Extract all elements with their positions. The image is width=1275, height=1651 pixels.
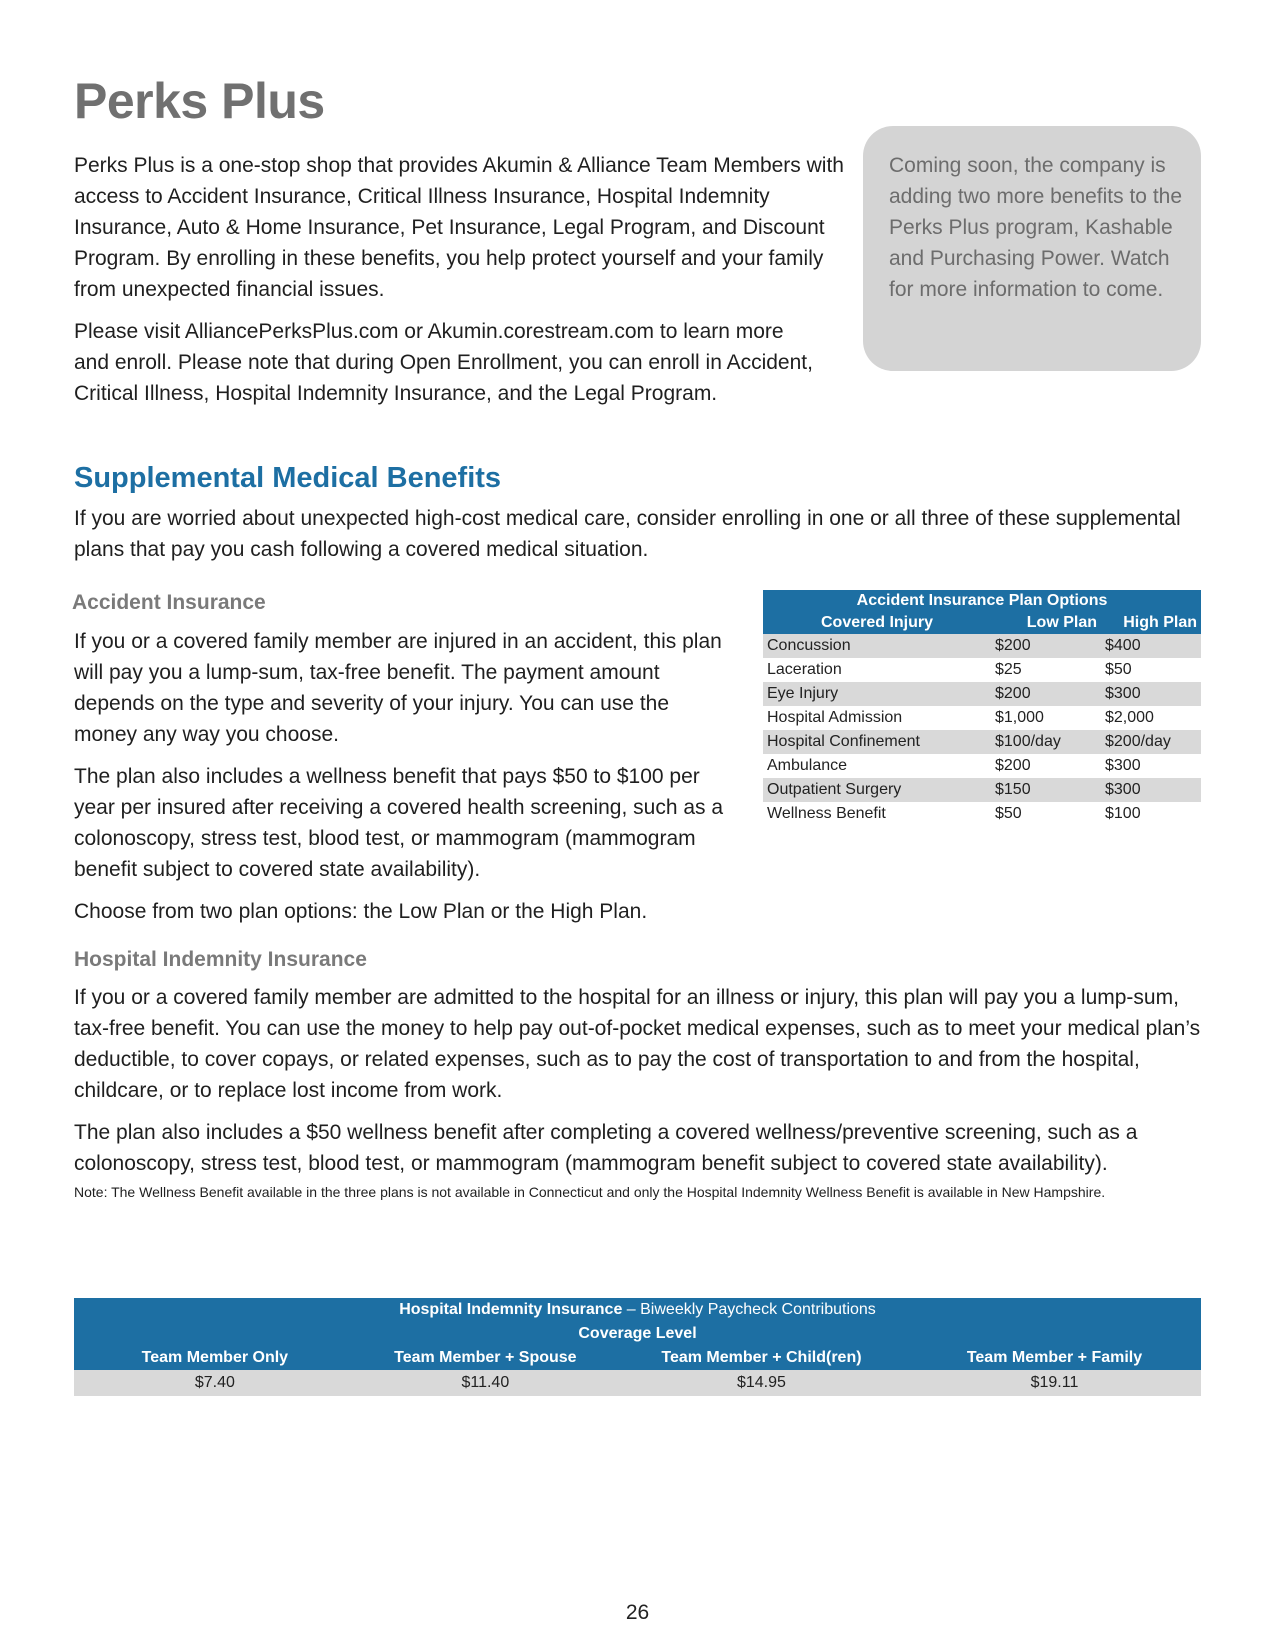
table-header-cell: Team Member + Spouse	[356, 1346, 615, 1370]
table-cell: Ambulance	[767, 757, 848, 774]
table-cell: $19.11	[908, 1370, 1201, 1396]
table-cell: Wellness Benefit	[767, 805, 886, 822]
table-row	[763, 802, 1201, 826]
hospital-paragraph-1: If you or a covered family member are admitted to the hospital for an illness or injury, this plan will pay you a lump-sum, tax-free benefit. You can use the money to help pay out-of-pocket medical expenses, such as to meet your medical plan’s deductible, to cover copays, or related expenses, such as to pay the cost of transportation to and from the hospital, childcare, or to replace lost income from work.	[74, 986, 1201, 1102]
table-row	[763, 682, 1201, 706]
table-row	[74, 1370, 1201, 1396]
table-header-cell: Team Member + Family	[908, 1346, 1201, 1370]
accident-heading: Accident Insurance	[72, 591, 266, 614]
table-cell: $2,000	[1105, 709, 1154, 726]
accident-paragraph-2: The plan also includes a wellness benefit that pays $50 to $100 per year per insured after receiving a covered health screening, such as a colonoscopy, stress test, blood test, or mammogram (mammogram benefit subject to covered state availability).	[74, 765, 724, 881]
table-row	[763, 658, 1201, 682]
table-cell: $200/day	[1101, 730, 1201, 754]
coming-soon-callout	[863, 126, 1201, 371]
accident-table-title-row	[763, 590, 1201, 612]
accident-paragraph-1: If you or a covered family member are injured in an accident, this plan will pay you a lump-sum, tax-free benefit. The payment amount depends on the type and severity of your injury. You can use the money any way you choose.	[74, 630, 722, 746]
table-cell: Outpatient Surgery	[763, 778, 991, 802]
supplemental-heading: Supplemental Medical Benefits	[74, 462, 502, 494]
intro-paragraph-2: Please visit AlliancePerksPlus.com or Akumin.corestream.com to learn more and enroll. Please note that during Open Enrollment, you can enroll in Accident, Critical Illness, Hospital Indemnity Insurance, and the Legal Program.	[74, 320, 813, 405]
intro-paragraph-1: Perks Plus is a one-stop shop that provides Akumin & Alliance Team Members with access to Accident Insurance, Critical Illness Insurance, Hospital Indemnity Insurance, Auto & Home Insurance, Pet Insurance, Legal Program, and Discount Program. By enrolling in these benefits, you help protect yourself and your family from unexpected financial issues.	[74, 154, 844, 301]
table-row	[763, 730, 1201, 754]
table-cell: $11.40	[356, 1370, 615, 1396]
hospital-heading: Hospital Indemnity Insurance	[74, 948, 367, 971]
accident-table-title: Accident Insurance Plan Options	[763, 590, 1201, 612]
table-cell: $100	[1105, 805, 1141, 822]
hospital-table-subtitle: Coverage Level	[74, 1322, 1201, 1346]
table-cell: Hospital Admission	[767, 709, 903, 726]
table-header-cell: Team Member + Child(ren)	[615, 1346, 908, 1370]
table-cell: $300	[1101, 778, 1201, 802]
page-number: 26	[625, 1601, 650, 1624]
accident-plan-table	[763, 590, 1201, 826]
table-cell: Concussion	[763, 634, 991, 658]
hospital-section	[74, 982, 1204, 1202]
table-cell: $200	[991, 682, 1101, 706]
hospital-table-title-rest: – Biweekly Paycheck Contributions	[622, 1301, 876, 1318]
table-cell: $200	[991, 634, 1101, 658]
page-title: Perks Plus	[74, 73, 325, 129]
table-header-cell: Team Member Only	[74, 1346, 356, 1370]
table-cell: $150	[991, 778, 1101, 802]
table-cell: $200	[995, 757, 1031, 774]
table-cell: $50	[995, 805, 1022, 822]
supplemental-intro: If you are worried about unexpected high-cost medical care, consider enrolling in one or all three of these supplemental plans that pay you cash following a covered medical situation.	[74, 507, 1181, 561]
table-row	[763, 634, 1201, 658]
hospital-table-subtitle-row	[74, 1322, 1201, 1346]
table-cell: $400	[1101, 634, 1201, 658]
accident-paragraph-3: Choose from two plan options: the Low Plan or the High Plan.	[74, 900, 648, 923]
table-cell: $7.40	[74, 1370, 356, 1396]
table-cell: $300	[1105, 757, 1141, 774]
accident-table-header-row	[763, 612, 1201, 634]
table-cell: $1,000	[995, 709, 1044, 726]
table-cell: $14.95	[615, 1370, 908, 1396]
wellness-note: Note: The Wellness Benefit available in the three plans is not available in Connecticut and only the Hospital Indemnity Wellness Benefit is available in New Hampshire.	[74, 1184, 1106, 1200]
intro-section	[74, 150, 864, 409]
table-cell: Eye Injury	[763, 682, 991, 706]
accident-header-high-plan: High Plan	[1101, 612, 1201, 634]
table-row	[763, 754, 1201, 778]
hospital-table-title-bold: Hospital Indemnity Insurance	[399, 1301, 623, 1318]
table-cell: $25	[995, 661, 1022, 678]
callout-text: Coming soon, the company is adding two more benefits to the Perks Plus program, Kashable and Purchasing Power. Watch for more information to come.	[889, 154, 1183, 301]
table-cell: $100/day	[991, 730, 1101, 754]
accident-header-covered-injury: Covered Injury	[763, 612, 991, 634]
accident-section	[74, 626, 724, 927]
table-row	[763, 706, 1201, 730]
hospital-table-title	[74, 1298, 1201, 1322]
hospital-table-title-row	[74, 1298, 1201, 1322]
hospital-paragraph-2: The plan also includes a $50 wellness benefit after completing a covered wellness/preventive screening, such as a colonoscopy, stress test, blood test, or mammogram (mammogram benefit subject to covered state availability).	[74, 1121, 1138, 1175]
table-cell: Laceration	[767, 661, 842, 678]
table-cell: Hospital Confinement	[763, 730, 991, 754]
hospital-table-header-row	[74, 1346, 1201, 1370]
accident-header-low-plan: Low Plan	[991, 612, 1101, 634]
hospital-contributions-table	[74, 1298, 1201, 1396]
table-cell: $50	[1105, 661, 1132, 678]
table-row	[763, 778, 1201, 802]
table-cell: $300	[1101, 682, 1201, 706]
